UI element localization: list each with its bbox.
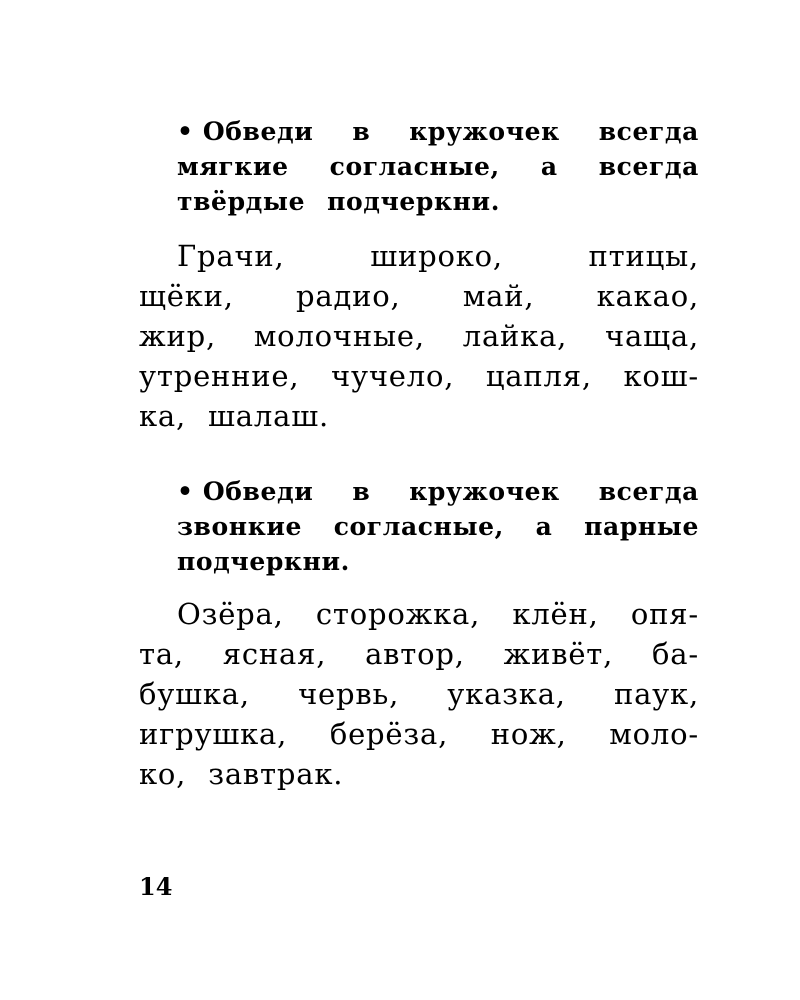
word: парные <box>584 512 699 541</box>
word: чаща, <box>605 319 699 353</box>
text-line <box>139 714 699 754</box>
word: кружочек <box>409 477 560 506</box>
word: щёки, <box>139 279 234 313</box>
word: всегда <box>598 152 699 181</box>
exercise-2-text <box>139 594 699 794</box>
word: согласные, <box>329 152 500 181</box>
word: подчеркни. <box>177 547 350 576</box>
text-line <box>139 396 699 436</box>
word: кружочек <box>409 117 560 146</box>
word: кош- <box>623 359 699 393</box>
word: моло- <box>609 717 699 751</box>
word: цапля, <box>485 359 592 393</box>
text-line <box>139 594 699 634</box>
text-line <box>139 356 699 396</box>
text-line <box>139 754 699 794</box>
word: в <box>352 477 371 506</box>
word: утренние, <box>139 359 300 393</box>
word: автор, <box>365 637 465 671</box>
word: сторожка, <box>315 597 481 631</box>
word: игрушка, <box>139 717 288 751</box>
word: завтрак. <box>208 757 344 791</box>
word: широко, <box>370 239 503 273</box>
text-line <box>139 316 699 356</box>
word: ба- <box>652 637 699 671</box>
word: а <box>535 512 553 541</box>
word: а <box>540 152 558 181</box>
word: в <box>352 117 371 146</box>
word: берёза, <box>329 717 449 751</box>
text-line <box>139 276 699 316</box>
instruction-line <box>177 114 699 149</box>
word: червь, <box>298 677 400 711</box>
exercise-1-text <box>139 236 699 436</box>
word: • Обведи <box>177 117 314 146</box>
page-number: 14 <box>139 872 173 901</box>
word: ка, <box>139 399 187 433</box>
word: май, <box>462 279 535 313</box>
word: шалаш. <box>208 399 329 433</box>
word: та, <box>139 637 184 671</box>
text-line <box>139 634 699 674</box>
word: Озёра, <box>177 597 284 631</box>
exercise-2-instruction <box>177 474 699 579</box>
exercise-1-instruction <box>177 114 699 219</box>
word: Грачи, <box>177 239 285 273</box>
word: твёрдые <box>177 187 306 216</box>
word: всегда <box>598 117 699 146</box>
word: бушка, <box>139 677 250 711</box>
word: клён, <box>512 597 599 631</box>
word: птицы, <box>588 239 699 273</box>
word: ко, <box>139 757 187 791</box>
word: лайка, <box>462 319 568 353</box>
word: молочные, <box>253 319 425 353</box>
word: какао, <box>596 279 699 313</box>
word: паук, <box>613 677 699 711</box>
word: чучело, <box>330 359 455 393</box>
word: мягкие <box>177 152 289 181</box>
instruction-line <box>177 184 699 219</box>
word: указка, <box>447 677 566 711</box>
word: опя- <box>630 597 699 631</box>
instruction-line <box>177 474 699 509</box>
word: согласные, <box>333 512 504 541</box>
word: радио, <box>296 279 401 313</box>
word: нож, <box>490 717 567 751</box>
word: подчеркни. <box>327 187 500 216</box>
instruction-line <box>177 509 699 544</box>
word: всегда <box>598 477 699 506</box>
word: ясная, <box>222 637 327 671</box>
instruction-line <box>177 149 699 184</box>
word: живёт, <box>503 637 614 671</box>
word: звонкие <box>177 512 303 541</box>
instruction-line <box>177 544 699 579</box>
text-line <box>139 674 699 714</box>
word: жир, <box>139 319 216 353</box>
text-line <box>139 236 699 276</box>
word: • Обведи <box>177 477 314 506</box>
